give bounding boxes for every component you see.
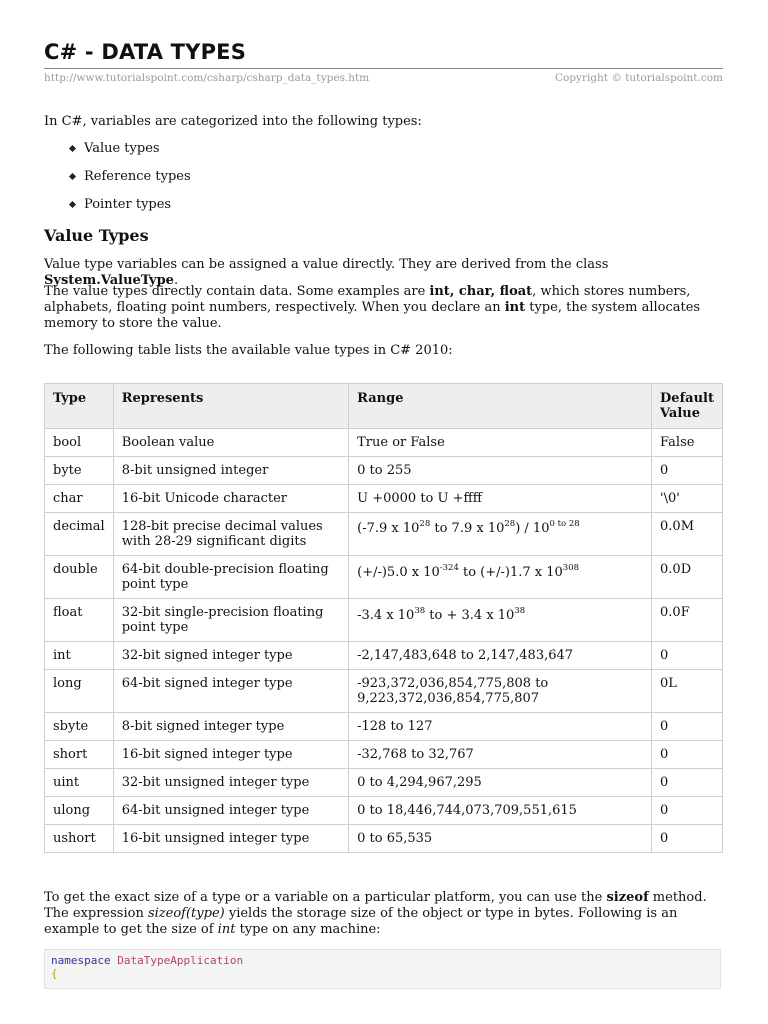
- header-represents: Represents: [113, 384, 348, 429]
- cell-represents: 64-bit double-precision floating point type: [113, 556, 348, 599]
- cell-range: True or False: [349, 429, 652, 457]
- cell-represents: 8-bit unsigned integer: [113, 457, 348, 485]
- cell-default: 0: [652, 457, 723, 485]
- cell-type: sbyte: [45, 713, 114, 741]
- code-line: namespace DataTypeApplication: [51, 954, 244, 967]
- cell-type: float: [45, 599, 114, 642]
- cell-type: char: [45, 485, 114, 513]
- intro-paragraph: In C#, variables are categorized into the following types:: [44, 114, 422, 129]
- source-url[interactable]: http://www.tutorialspoint.com/csharp/csharp_data_types.htm: [44, 72, 370, 84]
- table-row: [45, 513, 723, 556]
- cell-type: byte: [45, 457, 114, 485]
- header-type: Type: [45, 384, 114, 429]
- header-default-value: Default Value: [652, 384, 723, 429]
- cell-represents: 32-bit unsigned integer type: [113, 769, 348, 797]
- cell-default: 0.0F: [652, 599, 723, 642]
- cell-type: double: [45, 556, 114, 599]
- cell-represents: 64-bit unsigned integer type: [113, 797, 348, 825]
- cell-default: 0: [652, 797, 723, 825]
- cell-range: (-7.9 x $10^{28}$ to 7.9 x $10^{28}) / 10^{0 to 28}$: [349, 513, 652, 556]
- code-block: [44, 949, 721, 989]
- code-line: {: [51, 967, 58, 980]
- cell-represents: 16-bit unsigned integer type: [113, 825, 348, 853]
- cell-range: -2,147,483,648 to 2,147,483,647: [349, 642, 652, 670]
- cell-type: short: [45, 741, 114, 769]
- cell-type: long: [45, 670, 114, 713]
- header-range: Range: [349, 384, 652, 429]
- table-row: [45, 457, 723, 485]
- cell-represents: 128-bit precise decimal values with 28-29 significant digits: [113, 513, 348, 556]
- table-row: [45, 797, 723, 825]
- cell-type: ushort: [45, 825, 114, 853]
- cell-default: 0: [652, 741, 723, 769]
- cell-default: 0: [652, 642, 723, 670]
- cell-represents: 64-bit signed integer type: [113, 670, 348, 713]
- cell-range: 0 to 4,294,967,295: [349, 769, 652, 797]
- cell-type: decimal: [45, 513, 114, 556]
- cell-default: 0.0D: [652, 556, 723, 599]
- cell-default: 0L: [652, 670, 723, 713]
- table-row: [45, 429, 723, 457]
- cell-represents: 32-bit signed integer type: [113, 642, 348, 670]
- cell-type: ulong: [45, 797, 114, 825]
- table-row: [45, 642, 723, 670]
- variable-types-list: [70, 141, 191, 225]
- table-row: [45, 741, 723, 769]
- cell-type: bool: [45, 429, 114, 457]
- table-row: [45, 556, 723, 599]
- cell-range: (+/-)5.0 x $10^{-324}$ to (+/-)1.7 x $10^{308}$: [349, 556, 652, 599]
- cell-represents: Boolean value: [113, 429, 348, 457]
- list-item: Pointer types: [70, 197, 191, 225]
- cell-default: 0: [652, 713, 723, 741]
- cell-range: -32,768 to 32,767: [349, 741, 652, 769]
- table-row: [45, 769, 723, 797]
- cell-type: int: [45, 642, 114, 670]
- cell-range: 0 to 65,535: [349, 825, 652, 853]
- cell-default: 0: [652, 769, 723, 797]
- cell-represents: 32-bit single-precision floating point type: [113, 599, 348, 642]
- cell-range: -128 to 127: [349, 713, 652, 741]
- cell-default: '\0': [652, 485, 723, 513]
- table-header-row: [45, 384, 723, 429]
- cell-range: 0 to 255: [349, 457, 652, 485]
- table-row: [45, 599, 723, 642]
- page-title: C# - DATA TYPES: [44, 40, 247, 64]
- cell-range: 0 to 18,446,744,073,709,551,615: [349, 797, 652, 825]
- cell-default: False: [652, 429, 723, 457]
- table-row: [45, 485, 723, 513]
- table-row: [45, 713, 723, 741]
- title-divider: [44, 68, 723, 69]
- list-item: Value types: [70, 141, 191, 169]
- value-types-table: [44, 383, 723, 853]
- cell-default: 0: [652, 825, 723, 853]
- cell-range: U +0000 to U +ffff: [349, 485, 652, 513]
- cell-default: 0.0M: [652, 513, 723, 556]
- list-item: Reference types: [70, 169, 191, 197]
- table-row: [45, 670, 723, 713]
- section-heading-value-types: Value Types: [44, 226, 149, 245]
- cell-type: uint: [45, 769, 114, 797]
- value-types-paragraph-1: Value type variables can be assigned a value directly. They are derived from the class System.ValueType.: [44, 257, 609, 288]
- copyright-notice: Copyright © tutorialspoint.com: [554, 72, 723, 84]
- cell-represents: 16-bit Unicode character: [113, 485, 348, 513]
- value-types-paragraph-2: The value types directly contain data. Some examples are int, char, float, which stores numbers, alphabets, floating point numbers, respectively. When you declare an int type, the system allocates memory to store the value.: [44, 284, 701, 331]
- cell-range: -923,372,036,854,775,808 to 9,223,372,036,854,775,807: [349, 670, 652, 713]
- table-row: [45, 825, 723, 853]
- cell-represents: 16-bit signed integer type: [113, 741, 348, 769]
- cell-represents: 8-bit signed integer type: [113, 713, 348, 741]
- cell-range: -3.4 x $10^{38}$ to + 3.4 x $10^{38}$: [349, 599, 652, 642]
- value-types-paragraph-3: The following table lists the available value types in C# 2010:: [44, 343, 453, 358]
- sizeof-paragraph: To get the exact size of a type or a variable on a particular platform, you can use the sizeof method. The expression sizeof(type) yields the storage size of the object or type in bytes. Following is an example to get the size of int type on any machine:: [44, 890, 707, 937]
